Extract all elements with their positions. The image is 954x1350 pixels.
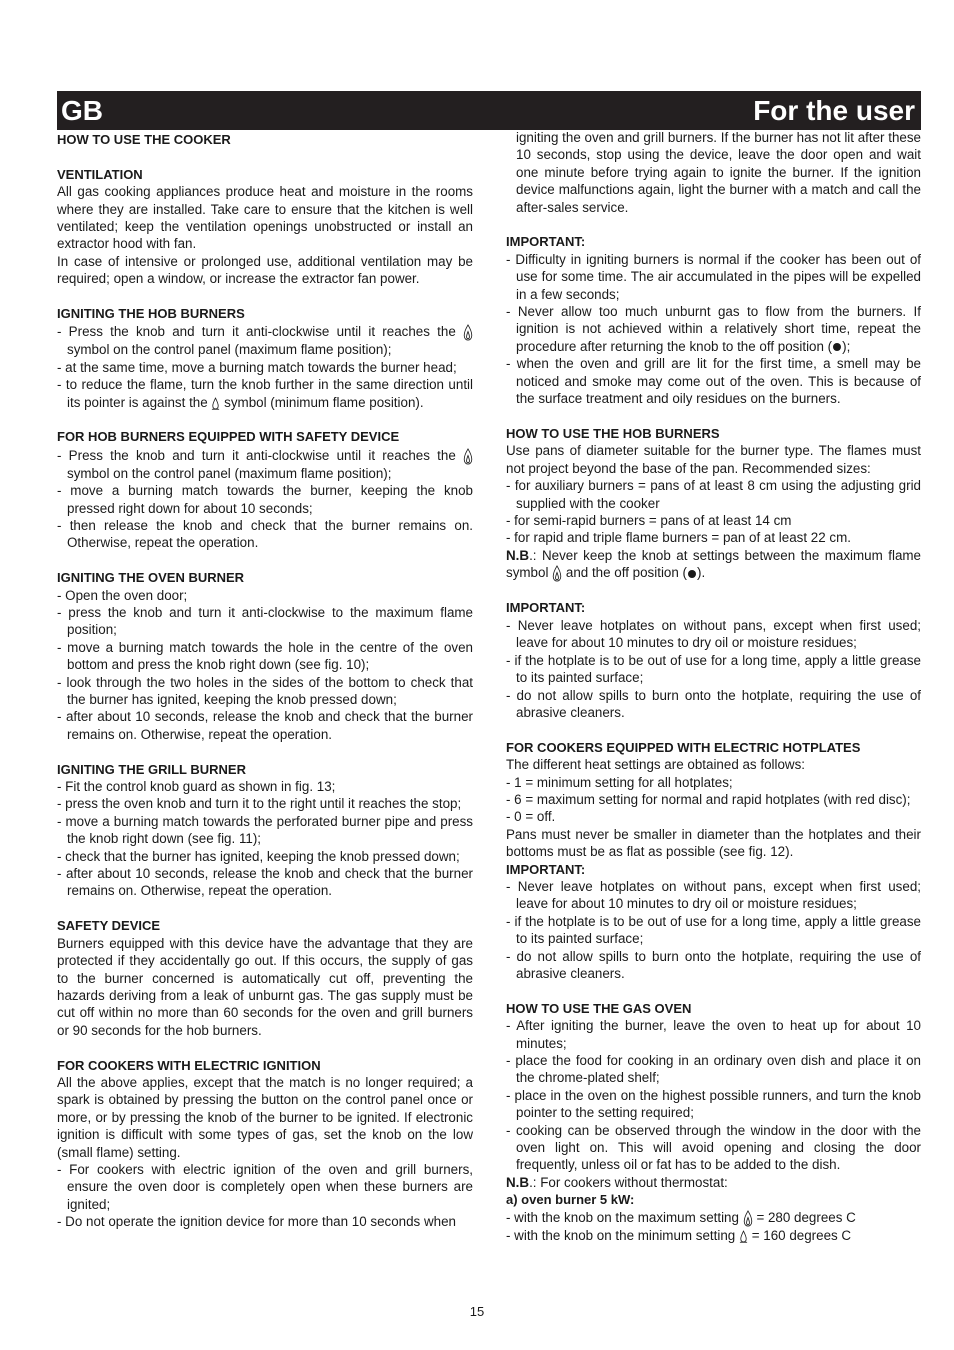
list-item: - press the knob and turn it anti-clockwise to the maximum flame position; bbox=[57, 605, 473, 638]
hob-use-paragraph: Use pans of diameter suitable for the burner type. The flames must not project beyond the base of the pan. Recommended sizes: bbox=[506, 443, 921, 476]
left-column bbox=[57, 131, 473, 1231]
list-item: - move a burning match towards the perforated burner pipe and press the knob right down (see fig. 11); bbox=[57, 813, 473, 847]
list-item: - move a burning match towards the hole in the centre of the oven bottom and press the knob right down (see fig. 10); bbox=[57, 639, 473, 673]
list-item: - move a burning match towards the burner, keeping the knob pressed right down for about 10 seconds; bbox=[57, 483, 473, 516]
continued-paragraph: igniting the oven and grill burners. If the burner has not lit after these 10 seconds, stop using the device, leave the door open and wait one minute before trying again to ignite the burner. If the ignition device malfunctions again, light the burner with a match and call the after-sales service. bbox=[516, 130, 921, 215]
list-item: - do not allow spills to burn onto the hotplate, requiring the use of abrasive cleaners. bbox=[506, 948, 921, 981]
list-item: - place in the oven on the highest possible runners, and turn the knob pointer to the setting required; bbox=[506, 1087, 921, 1121]
list-item: - at the same time, move a burning match towards the burner head; bbox=[57, 359, 457, 375]
page-title: For the user bbox=[753, 95, 915, 126]
min-flame-icon bbox=[211, 397, 220, 410]
section-title-important-1: IMPORTANT: bbox=[506, 234, 586, 250]
section-title-gas-oven: HOW TO USE THE GAS OVEN bbox=[506, 1000, 692, 1016]
language-code: GB bbox=[61, 95, 103, 126]
oven-burner-subtitle: a) oven burner 5 kW: bbox=[506, 1192, 635, 1208]
important-3-list bbox=[506, 878, 921, 982]
max-flame-icon bbox=[463, 448, 473, 465]
list-item: - with the knob on the maximum setting = 280 degrees C bbox=[506, 1209, 856, 1225]
min-flame-icon bbox=[739, 1230, 748, 1243]
section-title-ventilation: VENTILATION bbox=[57, 166, 143, 182]
section-title-grill-burner: IGNITING THE GRILL BURNER bbox=[57, 761, 246, 777]
safety-device-paragraph: Burners equipped with this device have the advantage that they are protected if they accidentally go out. If this occurs, the supply of gas to the burner concerned is automatically cut off, preventing the hazards deriving from a leak of unburnt gas. The gas supply must be cut off within no more than 60 seconds for the oven and grill burners or 90 seconds for the hob burners. bbox=[57, 935, 473, 1038]
section-title-oven-burner: IGNITING THE OVEN BURNER bbox=[57, 570, 245, 586]
hotplates-intro: The different heat settings are obtained as follows: bbox=[506, 757, 805, 773]
max-flame-icon bbox=[743, 1210, 753, 1227]
list-item: - Never allow too much unburnt gas to flow from the burners. If ignition is not achieved within a relatively short time, repeat the procedure after returning the knob to the off position ( ); bbox=[506, 304, 921, 354]
hob-use-list bbox=[506, 477, 921, 547]
list-item: - for auxiliary burners = pans of at least 8 cm using the adjusting grid supplied with the cooker bbox=[506, 478, 921, 511]
list-item: - After igniting the burner, leave the oven to heat up for about 10 minutes; bbox=[506, 1018, 921, 1051]
grill-burner-steps bbox=[57, 778, 473, 900]
section-title-hob-burners: IGNITING THE HOB BURNERS bbox=[57, 306, 245, 322]
ventilation-paragraph-1: All gas cooking appliances produce heat and moisture in the rooms where they are installed. Take care to ensure that the kitchen is well ventilated; keep the ventilation openings unobstructed or install an extractor hood with fan. bbox=[57, 184, 473, 252]
section-title-important-3: IMPORTANT: bbox=[506, 861, 586, 877]
list-item: - place the food for cooking in an ordinary oven dish and place it on the chrome-plated shelf; bbox=[506, 1053, 921, 1086]
list-item: - look through the two holes in the sides of the bottom to check that the burner has ignited, keeping the knob pressed down; bbox=[57, 674, 473, 708]
electric-ignition-paragraph: All the above applies, except that the match is no longer required; a spark is obtained by pressing the button on the control panel once or more, or by pressing the knob of the burner to be ignited. If electronic ignition is difficult with some types of gas, set the knob on the low (small flame) setting. bbox=[57, 1074, 473, 1160]
hob-burner-steps bbox=[57, 323, 473, 411]
list-item: - Press the knob and turn it anti-clockwise until it reaches the symbol on the control panel (maximum flame position); bbox=[57, 323, 473, 358]
oven-temperature-list bbox=[506, 1209, 921, 1244]
list-item: - for semi-rapid burners = pans of at least 14 cm bbox=[506, 512, 792, 528]
page-number: 15 bbox=[469, 1304, 485, 1319]
off-position-icon bbox=[688, 570, 696, 578]
hotplates-paragraph: Pans must never be smaller in diameter than the hotplates and their bottoms must be as flat as possible (see fig. 12). bbox=[506, 826, 921, 860]
max-flame-icon bbox=[463, 324, 473, 341]
list-item: - check that the burner has ignited, keeping the knob pressed down; bbox=[57, 848, 460, 864]
off-position-icon bbox=[833, 343, 841, 351]
section-title-safety-device: SAFETY DEVICE bbox=[57, 918, 161, 934]
list-item: - if the hotplate is to be out of use for a long time, apply a little grease to its painted surface; bbox=[506, 913, 921, 947]
list-item: - when the oven and grill are lit for the first time, a smell may be noticed and smoke may come out of the oven. This is because of the surface treatment and oily residues on the burners. bbox=[506, 356, 921, 407]
section-title-electric-hotplates: FOR COOKERS EQUIPPED WITH ELECTRIC HOTPLATES bbox=[506, 739, 861, 755]
list-item: - 6 = maximum setting for normal and rapid hotplates (with red disc); bbox=[506, 791, 911, 807]
list-item: - Fit the control knob guard as shown in fig. 13; bbox=[57, 779, 336, 795]
list-item: - 0 = off. bbox=[506, 809, 556, 825]
hotplates-settings-list bbox=[506, 774, 921, 826]
gas-oven-nb: N.B.: For cookers without thermostat: bbox=[506, 1174, 728, 1190]
list-item: - to reduce the flame, turn the knob further in the same direction until its pointer is against the symbol (minimum flame position). bbox=[57, 377, 473, 410]
list-item: - Never leave hotplates on without pans, except when first used; leave for about 10 minutes to dry oil or moisture residues; bbox=[506, 878, 921, 912]
section-title-safety-hob: FOR HOB BURNERS EQUIPPED WITH SAFETY DEVICE bbox=[57, 429, 400, 445]
max-flame-icon bbox=[552, 565, 562, 582]
section-title-how-to-use: HOW TO USE THE COOKER bbox=[57, 132, 231, 147]
list-item: - cooking can be observed through the window in the door with the oven light on. This will avoid opening and closing the door frequently, unless oil or fat has to be added to the dish. bbox=[506, 1122, 921, 1173]
list-item: - if the hotplate is to be out of use for a long time, apply a little grease to its painted surface; bbox=[506, 652, 921, 686]
list-item: - For cookers with electric ignition of the oven and grill burners, ensure the oven door is completely open when these burners are ignited; bbox=[57, 1161, 473, 1212]
list-item: - Never leave hotplates on without pans, except when first used; leave for about 10 minutes to dry oil or moisture residues; bbox=[506, 617, 921, 651]
list-item: - Press the knob and turn it anti-clockwise until it reaches the symbol on the control panel (maximum flame position); bbox=[57, 447, 473, 482]
important-1-list bbox=[506, 251, 921, 408]
list-item: - Do not operate the ignition device for more than 10 seconds when bbox=[57, 1214, 456, 1230]
section-title-important-2: IMPORTANT: bbox=[506, 600, 586, 616]
gas-oven-list bbox=[506, 1017, 921, 1174]
list-item: - for rapid and triple flame burners = pan of at least 22 cm. bbox=[506, 530, 851, 546]
list-item: - do not allow spills to burn onto the hotplate, requiring the use of abrasive cleaners. bbox=[506, 687, 921, 720]
oven-burner-steps bbox=[57, 587, 473, 744]
section-title-electric-ignition: FOR COOKERS WITH ELECTRIC IGNITION bbox=[57, 1057, 321, 1073]
list-item: - after about 10 seconds, release the knob and check that the burner remains on. Otherwise, repeat the operation. bbox=[57, 709, 473, 742]
list-item: - with the knob on the minimum setting = 160 degrees C bbox=[506, 1227, 852, 1243]
list-item: - then release the knob and check that the burner remains on. Otherwise, repeat the operation. bbox=[57, 517, 473, 551]
ventilation-paragraph-2: In case of intensive or prolonged use, additional ventilation may be required; open a window, or increase the extractor fan power. bbox=[57, 253, 473, 287]
list-item: - after about 10 seconds, release the knob and check that the burner remains on. Otherwise, repeat the operation. bbox=[57, 866, 473, 899]
list-item: - Difficulty in igniting burners is normal if the cooker has been out of use for some time. The air accumulated in the pipes will be expelled in a few seconds; bbox=[506, 251, 921, 302]
important-2-list bbox=[506, 617, 921, 721]
section-title-hob-use: HOW TO USE THE HOB BURNERS bbox=[506, 425, 720, 441]
safety-hob-steps bbox=[57, 447, 473, 552]
hob-use-nb: N.B.: Never keep the knob at settings between the maximum flame symbol and the off position ( ). bbox=[506, 547, 921, 581]
right-column bbox=[506, 129, 921, 1244]
list-item: - Open the oven door; bbox=[57, 587, 188, 603]
list-item: - 1 = minimum setting for all hotplates; bbox=[506, 774, 733, 790]
list-item: - press the oven knob and turn it to the right until it reaches the stop; bbox=[57, 796, 462, 812]
electric-ignition-steps bbox=[57, 1161, 473, 1231]
page-header bbox=[57, 91, 921, 130]
